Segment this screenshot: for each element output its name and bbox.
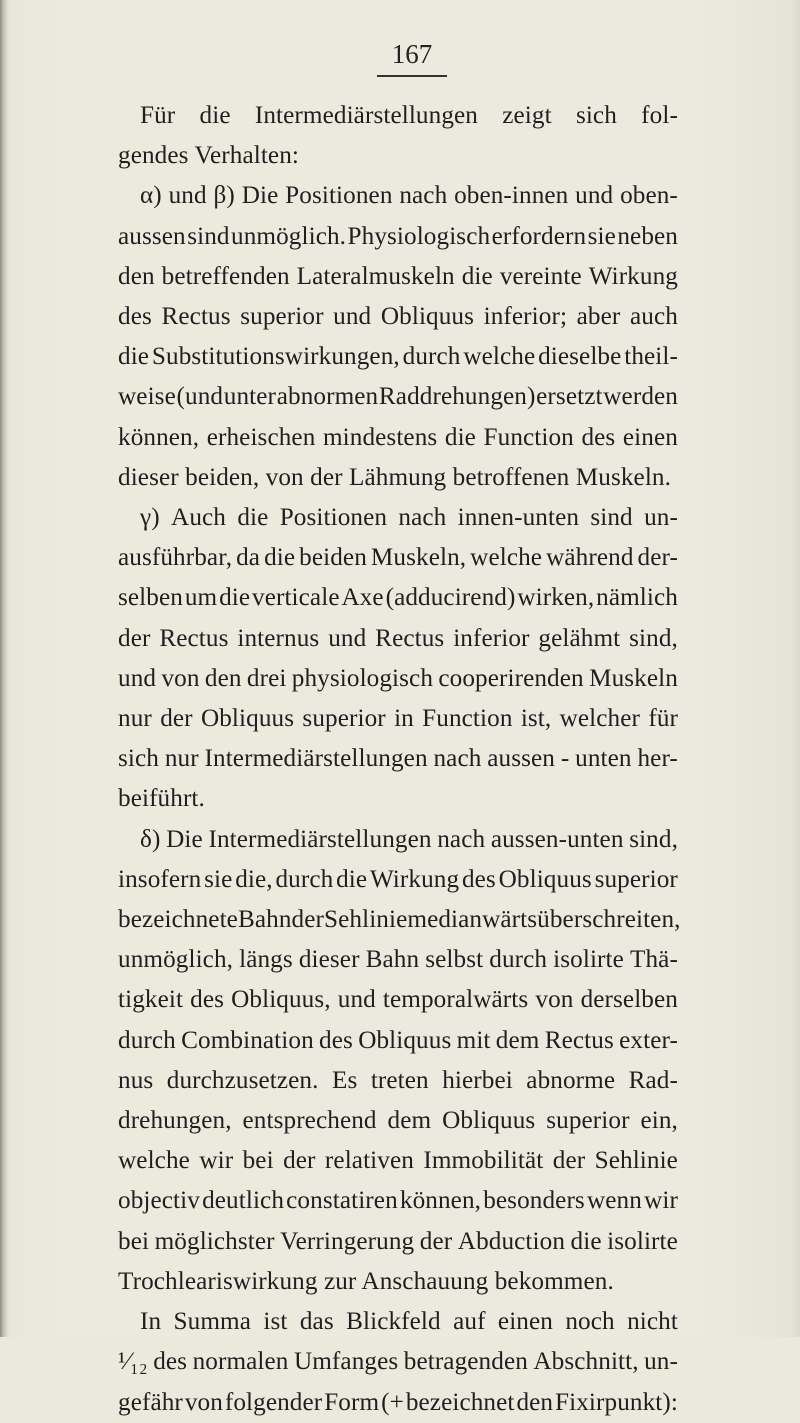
word: Obliquus bbox=[200, 705, 295, 733]
text-line: Trochleariswirkung zur Anschauung bekommen. bbox=[118, 1267, 614, 1295]
text-line bbox=[118, 860, 678, 900]
word: Obliquus bbox=[380, 303, 475, 331]
word: her- bbox=[637, 745, 678, 773]
word: Blickfeld bbox=[346, 1308, 441, 1336]
text-line bbox=[118, 96, 678, 136]
word: da bbox=[236, 544, 261, 572]
word: Bahn bbox=[365, 946, 420, 974]
word: nur bbox=[164, 745, 199, 773]
word: in bbox=[394, 705, 414, 733]
word: von bbox=[161, 664, 200, 692]
word: relativen bbox=[324, 1147, 414, 1175]
word: wir bbox=[644, 1187, 678, 1215]
word: dieselbe bbox=[538, 343, 622, 371]
word: Function bbox=[422, 705, 513, 733]
word: unmöglich, bbox=[118, 946, 234, 974]
word: neben bbox=[617, 222, 678, 250]
word: und bbox=[575, 182, 614, 210]
text-line bbox=[118, 578, 678, 618]
word: bezeichnet bbox=[405, 1388, 515, 1416]
word: aussen bbox=[118, 222, 186, 250]
word: constatiren bbox=[286, 1187, 398, 1215]
text-line bbox=[118, 257, 678, 297]
word: von bbox=[535, 986, 574, 1014]
text-line bbox=[118, 538, 678, 578]
word: inferior bbox=[453, 624, 530, 652]
word: In bbox=[140, 1308, 162, 1336]
word: betreffenden bbox=[161, 262, 290, 290]
word: derselben bbox=[580, 986, 678, 1014]
word: zeigt bbox=[502, 102, 552, 129]
word: den bbox=[204, 664, 242, 692]
text-line: gendes Verhalten: bbox=[118, 142, 299, 170]
text-line bbox=[118, 1302, 678, 1342]
word: des bbox=[581, 423, 616, 451]
text-line bbox=[118, 1061, 678, 1101]
word: ¹⁄₁₂ bbox=[118, 1348, 148, 1376]
body-text bbox=[118, 96, 681, 1423]
word: vereinte bbox=[499, 262, 582, 290]
text-line bbox=[118, 1222, 678, 1262]
text-line bbox=[118, 1342, 678, 1382]
word: physiologisch bbox=[291, 664, 434, 692]
word: nus bbox=[118, 1066, 154, 1094]
word: hierbei bbox=[442, 1066, 513, 1094]
text-line bbox=[118, 498, 678, 538]
word: bei bbox=[118, 1227, 150, 1255]
word: Thä- bbox=[629, 946, 678, 974]
word: α) bbox=[140, 182, 162, 210]
word: aussen bbox=[487, 745, 556, 773]
word: theil- bbox=[624, 343, 678, 371]
word: des bbox=[319, 1026, 353, 1054]
word: die bbox=[444, 423, 476, 451]
word: während bbox=[546, 544, 634, 572]
word: und bbox=[337, 986, 376, 1014]
word: Intermediärstellungen bbox=[208, 825, 432, 853]
word: Auch bbox=[171, 504, 226, 532]
word: Obliquus, bbox=[231, 986, 331, 1014]
word: für bbox=[648, 705, 678, 733]
word: einen bbox=[622, 423, 678, 451]
word: dieser bbox=[298, 946, 360, 974]
word: Sehlinie bbox=[594, 1147, 678, 1175]
word: welche bbox=[470, 544, 543, 572]
word: tigkeit bbox=[118, 986, 184, 1014]
word: superior bbox=[546, 1107, 630, 1135]
word: die, bbox=[235, 865, 273, 893]
word: und bbox=[328, 624, 367, 652]
word: die bbox=[219, 584, 251, 612]
word: mindestens bbox=[322, 423, 438, 451]
word: β) bbox=[213, 182, 235, 210]
word: der bbox=[552, 1147, 586, 1175]
word: ein, bbox=[640, 1107, 678, 1135]
word: durch bbox=[489, 946, 548, 974]
text-line bbox=[118, 739, 678, 779]
word: Axe bbox=[341, 584, 384, 612]
word: dem bbox=[387, 1107, 432, 1135]
word: die bbox=[237, 504, 269, 532]
word: der bbox=[419, 1227, 453, 1255]
word: isolirte bbox=[553, 946, 624, 974]
word: besonders bbox=[483, 1187, 585, 1215]
word: Lateralmuskeln bbox=[296, 262, 455, 290]
word: nach bbox=[437, 825, 486, 853]
word: selbst bbox=[425, 946, 484, 974]
word: Bahn bbox=[237, 906, 292, 934]
text-line bbox=[118, 900, 681, 940]
word: auch bbox=[630, 303, 678, 331]
word: des bbox=[153, 1348, 188, 1376]
word: sie bbox=[587, 222, 616, 250]
word: ist bbox=[263, 1308, 288, 1336]
word: Verringerung bbox=[280, 1227, 415, 1255]
word: Sehlinie bbox=[324, 906, 408, 934]
word: Muskeln bbox=[589, 664, 678, 692]
page-spine-shadow bbox=[0, 0, 8, 1337]
word: wir bbox=[199, 1147, 234, 1175]
word: (+ bbox=[381, 1388, 404, 1416]
word: die bbox=[199, 102, 231, 129]
text-line bbox=[118, 659, 678, 699]
text-line bbox=[118, 1101, 678, 1141]
word: durch bbox=[402, 343, 461, 371]
word: Obliquus bbox=[442, 1107, 536, 1135]
word: Rectus bbox=[161, 303, 231, 331]
word: Physiologisch bbox=[347, 222, 491, 250]
word: und bbox=[168, 182, 207, 210]
text-line bbox=[118, 1383, 678, 1423]
word: entsprechend bbox=[242, 1107, 377, 1135]
word: die bbox=[336, 865, 368, 893]
word: nach bbox=[399, 182, 448, 210]
text-line bbox=[118, 940, 678, 980]
word: folgender bbox=[224, 1388, 323, 1416]
word: isolirte bbox=[607, 1227, 678, 1255]
word: - bbox=[560, 745, 570, 773]
word: wirken, bbox=[517, 584, 595, 612]
word: der bbox=[283, 1147, 316, 1175]
word: ausführbar, bbox=[118, 544, 233, 572]
word: mit bbox=[456, 1026, 491, 1054]
word: welcher bbox=[559, 705, 641, 733]
text-line bbox=[118, 619, 678, 659]
word: unten bbox=[575, 745, 632, 773]
word: den bbox=[516, 1388, 554, 1416]
word: (und bbox=[176, 383, 224, 411]
text-line bbox=[118, 1181, 678, 1221]
word: weise bbox=[118, 383, 176, 411]
word: Wirkung bbox=[369, 865, 460, 893]
word: ist, bbox=[520, 705, 552, 733]
word: Die bbox=[241, 182, 279, 210]
word: Immobilität bbox=[423, 1147, 544, 1175]
word: superior bbox=[302, 705, 386, 733]
word: superior bbox=[240, 303, 324, 331]
word: Function bbox=[483, 423, 574, 451]
text-line bbox=[118, 297, 678, 337]
word: Rectus bbox=[375, 624, 445, 652]
word: internus bbox=[237, 624, 320, 652]
word: cooperirenden bbox=[438, 664, 584, 692]
text-line bbox=[118, 1141, 678, 1181]
word: sind bbox=[187, 222, 230, 250]
text-line: dieser beiden, von der Lähmung betroffenen Muskeln. bbox=[118, 463, 672, 491]
word: betragenden bbox=[403, 1348, 528, 1376]
word: erheischen bbox=[206, 423, 316, 451]
text-line bbox=[118, 820, 678, 860]
word: den bbox=[118, 262, 155, 290]
text-line bbox=[118, 418, 678, 458]
word: Form bbox=[324, 1388, 380, 1416]
word: sie bbox=[204, 865, 233, 893]
word: selben bbox=[118, 584, 183, 612]
word: Es bbox=[331, 1066, 358, 1094]
word: δ) bbox=[140, 825, 161, 853]
word: nach bbox=[433, 745, 482, 773]
word: Abschnitt, bbox=[533, 1348, 639, 1376]
word: temporalwärts bbox=[382, 986, 529, 1014]
word: des bbox=[190, 986, 225, 1014]
word: durch bbox=[118, 1026, 176, 1054]
word: Raddrehungen) bbox=[378, 383, 536, 411]
word: die bbox=[461, 262, 493, 290]
word: bezeichnete bbox=[118, 906, 238, 934]
word: fol- bbox=[641, 102, 678, 129]
word: normalen bbox=[192, 1348, 289, 1376]
word: durchzusetzen. bbox=[166, 1066, 319, 1094]
word: Substitutionswirkungen, bbox=[151, 343, 400, 371]
word: drei bbox=[246, 664, 287, 692]
word: überschreiten, bbox=[537, 906, 681, 934]
word: objectiv bbox=[118, 1187, 200, 1215]
word: von bbox=[184, 1388, 223, 1416]
word: Für bbox=[140, 102, 176, 129]
word: exter- bbox=[619, 1026, 678, 1054]
word: gefähr bbox=[118, 1388, 183, 1416]
word: Die bbox=[166, 825, 203, 853]
word: das bbox=[299, 1308, 334, 1336]
word: können, bbox=[399, 1187, 482, 1215]
word: Fixirpunkt): bbox=[555, 1388, 678, 1416]
word: insofern bbox=[118, 865, 202, 893]
word: des bbox=[461, 865, 496, 893]
word: sind, bbox=[629, 825, 678, 853]
word: oben- bbox=[620, 182, 678, 210]
word: bei bbox=[242, 1147, 274, 1175]
word: sich bbox=[118, 745, 159, 773]
word: noch bbox=[565, 1308, 615, 1336]
word: des bbox=[118, 303, 152, 331]
word: sind bbox=[590, 504, 633, 532]
word: Rectus bbox=[544, 1026, 614, 1054]
word: drehungen, bbox=[118, 1107, 232, 1135]
word: Wirkung bbox=[588, 262, 678, 290]
word: innen-unten bbox=[457, 504, 580, 532]
word: un- bbox=[644, 1348, 678, 1376]
word: Obliquus bbox=[498, 865, 592, 893]
word: und bbox=[118, 664, 157, 692]
word: Summa bbox=[173, 1308, 252, 1336]
word: medianwärts bbox=[407, 906, 538, 934]
text-line: beiführt. bbox=[118, 785, 205, 813]
word: einen bbox=[497, 1308, 553, 1336]
word: welche bbox=[118, 1147, 190, 1175]
word: inferior; bbox=[483, 303, 568, 331]
word: Umfanges bbox=[293, 1348, 399, 1376]
text-line bbox=[118, 980, 678, 1020]
text-line bbox=[118, 176, 678, 216]
text-line bbox=[118, 699, 678, 739]
word: deutlich bbox=[202, 1187, 285, 1215]
word: superior bbox=[594, 865, 678, 893]
word: Intermediärstellungen bbox=[204, 745, 428, 773]
text-line bbox=[118, 1021, 678, 1061]
word: Combination bbox=[181, 1026, 314, 1054]
word: und bbox=[333, 303, 372, 331]
word: ersetzt bbox=[536, 383, 603, 411]
word: der- bbox=[637, 544, 678, 572]
word: der bbox=[160, 705, 193, 733]
word: die bbox=[118, 343, 150, 371]
word: unter bbox=[223, 383, 277, 411]
word: Positionen bbox=[279, 504, 388, 532]
word: nicht bbox=[627, 1308, 678, 1336]
word: Intermediärstellungen bbox=[254, 102, 478, 129]
word: (adducirend) bbox=[385, 584, 516, 612]
word: gelähmt bbox=[538, 624, 621, 652]
word: beiden bbox=[299, 544, 367, 572]
word: treten bbox=[370, 1066, 429, 1094]
word: um bbox=[184, 584, 218, 612]
word: sind, bbox=[629, 624, 678, 652]
word: aussen-unten bbox=[490, 825, 624, 853]
text-line bbox=[118, 377, 678, 417]
word: durch bbox=[275, 865, 334, 893]
word: dem bbox=[495, 1026, 540, 1054]
word: unmöglich. bbox=[231, 222, 347, 250]
word: sich bbox=[575, 102, 617, 129]
word: nämlich bbox=[596, 584, 678, 612]
word: abnorme bbox=[526, 1066, 616, 1094]
word: erfordern bbox=[491, 222, 587, 250]
word: der bbox=[291, 906, 325, 934]
word: γ) bbox=[140, 504, 160, 532]
word: Rectus bbox=[159, 624, 229, 652]
word: längs bbox=[239, 946, 293, 974]
text-line bbox=[118, 217, 678, 257]
text-line bbox=[118, 337, 678, 377]
word: Muskeln, bbox=[370, 544, 467, 572]
word: können, bbox=[118, 423, 200, 451]
word: oben-innen bbox=[454, 182, 569, 210]
word: welche bbox=[463, 343, 536, 371]
word: aber bbox=[576, 303, 621, 331]
word: Obliquus bbox=[358, 1026, 452, 1054]
word: un- bbox=[644, 504, 678, 532]
word: die bbox=[264, 544, 296, 572]
word: Rad- bbox=[628, 1066, 678, 1094]
word: nur bbox=[118, 705, 152, 733]
word: werden bbox=[603, 383, 678, 411]
word: abnormen bbox=[276, 383, 379, 411]
word: Abduction bbox=[457, 1227, 566, 1255]
word: Positionen bbox=[285, 182, 393, 210]
word: der bbox=[118, 624, 151, 652]
page-number: 167 bbox=[377, 36, 447, 77]
word: nach bbox=[398, 504, 447, 532]
word: wenn bbox=[586, 1187, 642, 1215]
word: verticale bbox=[252, 584, 340, 612]
word: die bbox=[570, 1227, 602, 1255]
word: auf bbox=[453, 1308, 486, 1336]
word: möglichster bbox=[154, 1227, 275, 1255]
